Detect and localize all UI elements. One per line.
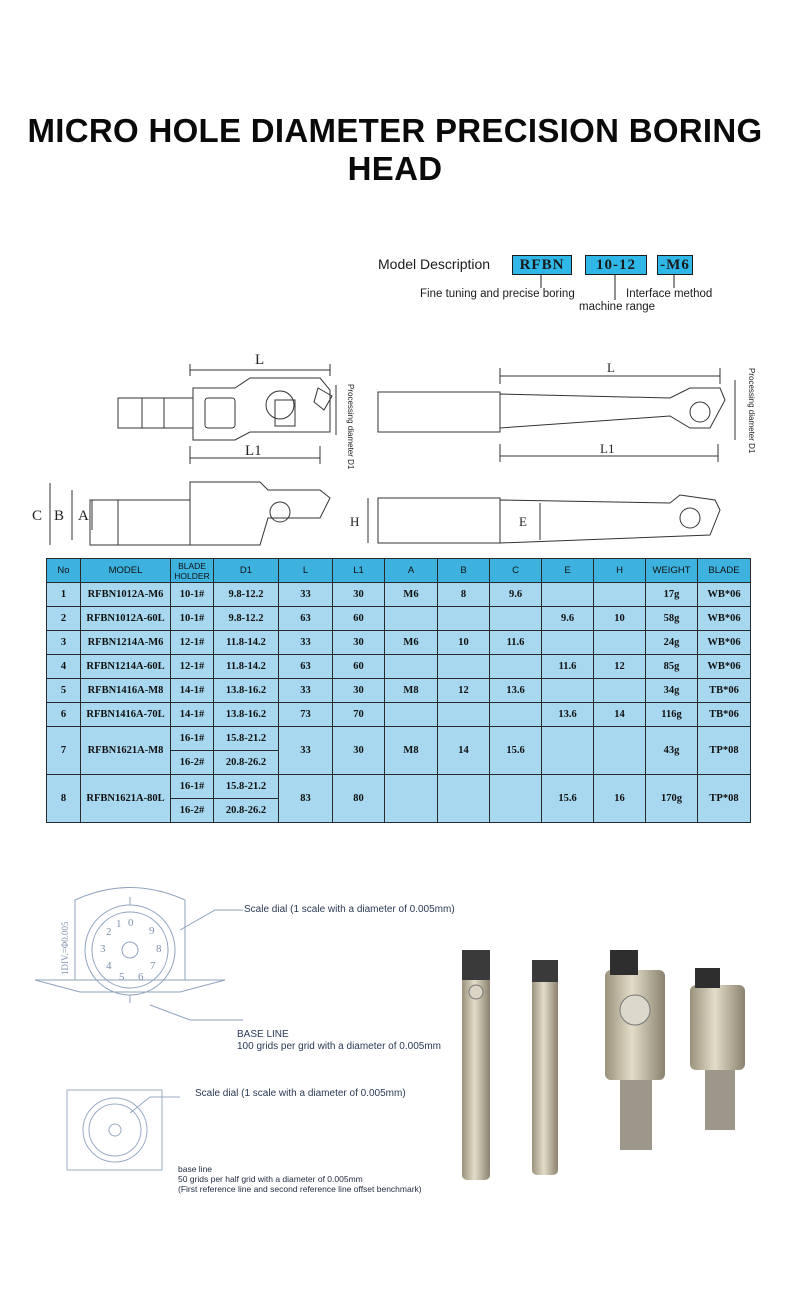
right-drawing-D1: Processing diameter D1 xyxy=(747,368,756,454)
cell-no: 2 xyxy=(47,607,81,631)
cell-l1: 60 xyxy=(333,655,385,679)
cell-holder: 12-1# xyxy=(171,631,214,655)
cell-d1: 15.8-21.2 xyxy=(214,775,279,799)
scale-dial-diagram-small xyxy=(55,1085,180,1185)
cell-no: 8 xyxy=(47,775,81,823)
dial-number: 4 xyxy=(106,960,112,972)
model-description-label: Model Description xyxy=(378,256,491,272)
cell-e xyxy=(542,727,594,775)
header-c: C xyxy=(490,559,542,583)
cell-weight: 17g xyxy=(646,583,698,607)
table-row xyxy=(47,607,751,631)
cell-weight: 34g xyxy=(646,679,698,703)
cell-b: 14 xyxy=(438,727,490,775)
cell-weight: 116g xyxy=(646,703,698,727)
cell-h xyxy=(594,679,646,703)
header-e: E xyxy=(542,559,594,583)
cell-c: 13.6 xyxy=(490,679,542,703)
left-drawing-L: L xyxy=(255,352,265,368)
cell-l: 83 xyxy=(279,775,333,823)
cell-h xyxy=(594,727,646,775)
cell-blade: WB*06 xyxy=(698,607,751,631)
cell-d1: 20.8-26.2 xyxy=(214,799,279,823)
cell-holder: 16-2# xyxy=(171,751,214,775)
cell-holder: 16-1# xyxy=(171,727,214,751)
header-weight: WEIGHT xyxy=(646,559,698,583)
dial-number: 3 xyxy=(100,943,106,955)
dial-number: 7 xyxy=(150,960,156,972)
dial-number: 9 xyxy=(149,925,155,937)
cell-d1: 20.8-26.2 xyxy=(214,751,279,775)
right-drawing-L: L xyxy=(607,360,615,375)
cell-h: 16 xyxy=(594,775,646,823)
table-row xyxy=(47,775,751,799)
left-drawing-D1: Processing diameter D1 xyxy=(346,384,355,470)
cell-weight: 85g xyxy=(646,655,698,679)
header-b: B xyxy=(438,559,490,583)
cell-no: 6 xyxy=(47,703,81,727)
table-header-row xyxy=(47,559,751,583)
header-no: No xyxy=(47,559,81,583)
cell-a xyxy=(385,703,438,727)
product-photo xyxy=(450,940,750,1200)
model-code-range: 10-12 xyxy=(585,255,647,275)
cell-d1: 11.8-14.2 xyxy=(214,655,279,679)
cell-holder: 14-1# xyxy=(171,679,214,703)
cell-model: RFBN1416A-M8 xyxy=(81,679,171,703)
cell-d1: 13.8-16.2 xyxy=(214,679,279,703)
cell-b xyxy=(438,703,490,727)
cell-l1: 30 xyxy=(333,727,385,775)
cell-b xyxy=(438,607,490,631)
cell-a: M8 xyxy=(385,679,438,703)
cell-l: 33 xyxy=(279,583,333,607)
note-machine-range: machine range xyxy=(579,301,656,313)
table-row xyxy=(47,727,751,751)
cell-holder: 10-1# xyxy=(171,583,214,607)
cell-l: 33 xyxy=(279,727,333,775)
cell-blade: TB*06 xyxy=(698,703,751,727)
cell-a xyxy=(385,607,438,631)
dial-number: 8 xyxy=(156,943,162,955)
cell-e: 9.6 xyxy=(542,607,594,631)
table-row xyxy=(47,631,751,655)
dial-mark: 1DIV.=Φ0.005 xyxy=(60,921,70,975)
cell-e: 15.6 xyxy=(542,775,594,823)
scale-dial-diagram xyxy=(30,880,250,1025)
cell-h xyxy=(594,631,646,655)
cell-b: 12 xyxy=(438,679,490,703)
left-drawing-A: A xyxy=(78,508,89,524)
left-drawing-C: C xyxy=(32,508,43,524)
cell-holder: 16-1# xyxy=(171,775,214,799)
cell-l: 63 xyxy=(279,607,333,631)
cell-d1: 9.8-12.2 xyxy=(214,583,279,607)
cell-b: 10 xyxy=(438,631,490,655)
cell-no: 7 xyxy=(47,727,81,775)
dial-number: 1 xyxy=(116,918,122,930)
cell-no: 5 xyxy=(47,679,81,703)
cell-l: 33 xyxy=(279,631,333,655)
header-a: A xyxy=(385,559,438,583)
cell-model: RFBN1012A-60L xyxy=(81,607,171,631)
header-d1: D1 xyxy=(214,559,279,583)
left-drawing-B: B xyxy=(54,508,65,524)
header-blade-holder: BLADE HOLDER xyxy=(171,559,214,583)
header-l1: L1 xyxy=(333,559,385,583)
table-row xyxy=(47,583,751,607)
cell-a xyxy=(385,655,438,679)
cell-d1: 15.8-21.2 xyxy=(214,727,279,751)
cell-d1: 9.8-12.2 xyxy=(214,607,279,631)
cell-holder: 12-1# xyxy=(171,655,214,679)
cell-blade: TP*08 xyxy=(698,727,751,775)
note-scale-dial-2: Scale dial (1 scale with a diameter of 0.005mm) xyxy=(195,1088,406,1099)
cell-a xyxy=(385,775,438,823)
table-row xyxy=(47,703,751,727)
header-l: L xyxy=(279,559,333,583)
cell-l: 33 xyxy=(279,679,333,703)
note-interface: Interface method xyxy=(626,288,713,300)
cell-model: RFBN1012A-M6 xyxy=(81,583,171,607)
page-title: MICRO HOLE DIAMETER PRECISION BORING HEAD xyxy=(27,112,763,187)
right-drawing-E: E xyxy=(519,514,527,529)
cell-holder: 14-1# xyxy=(171,703,214,727)
cell-l: 63 xyxy=(279,655,333,679)
cell-l1: 60 xyxy=(333,607,385,631)
cell-a: M8 xyxy=(385,727,438,775)
cell-model: RFBN1214A-60L xyxy=(81,655,171,679)
dial-number: 5 xyxy=(119,971,125,983)
table-row xyxy=(47,679,751,703)
cell-b xyxy=(438,775,490,823)
cell-b xyxy=(438,655,490,679)
note-base-line-2-title: base line xyxy=(178,1164,213,1174)
cell-e xyxy=(542,631,594,655)
cell-c xyxy=(490,607,542,631)
note-base-line-2-note: (First reference line and second reference line offset benchmark) xyxy=(178,1184,422,1194)
cell-c xyxy=(490,775,542,823)
left-drawing-L1: L1 xyxy=(245,443,262,459)
technical-drawings xyxy=(0,340,790,555)
cell-no: 1 xyxy=(47,583,81,607)
dial-number: 2 xyxy=(106,926,112,938)
right-drawing-L1: L1 xyxy=(600,441,615,456)
cell-a: M6 xyxy=(385,583,438,607)
model-description-leaders xyxy=(0,0,790,330)
cell-model: RFBN1621A-M8 xyxy=(81,727,171,775)
cell-blade: WB*06 xyxy=(698,583,751,607)
cell-l1: 80 xyxy=(333,775,385,823)
cell-e: 13.6 xyxy=(542,703,594,727)
cell-d1: 11.8-14.2 xyxy=(214,631,279,655)
cell-h: 14 xyxy=(594,703,646,727)
cell-d1: 13.8-16.2 xyxy=(214,703,279,727)
cell-h xyxy=(594,583,646,607)
right-drawing-H: H xyxy=(350,514,360,529)
note-fine-tuning: Fine tuning and precise boring xyxy=(420,288,575,300)
cell-e xyxy=(542,583,594,607)
cell-blade: WB*06 xyxy=(698,655,751,679)
cell-l: 73 xyxy=(279,703,333,727)
note-base-line-desc: 100 grids per grid with a diameter of 0.005mm xyxy=(237,1041,441,1052)
cell-weight: 43g xyxy=(646,727,698,775)
cell-model: RFBN1214A-M6 xyxy=(81,631,171,655)
header-h: H xyxy=(594,559,646,583)
cell-model: RFBN1416A-70L xyxy=(81,703,171,727)
table-row xyxy=(47,655,751,679)
dial-number: 6 xyxy=(138,971,144,983)
spec-table xyxy=(46,558,751,823)
cell-holder: 10-1# xyxy=(171,607,214,631)
cell-weight: 58g xyxy=(646,607,698,631)
cell-e xyxy=(542,679,594,703)
cell-e: 11.6 xyxy=(542,655,594,679)
cell-blade: TB*06 xyxy=(698,679,751,703)
cell-c: 15.6 xyxy=(490,727,542,775)
cell-c xyxy=(490,703,542,727)
note-base-line-title: BASE LINE xyxy=(237,1029,289,1040)
model-code-series: RFBN xyxy=(512,255,572,275)
cell-h: 12 xyxy=(594,655,646,679)
cell-l1: 30 xyxy=(333,631,385,655)
cell-weight: 24g xyxy=(646,631,698,655)
header-model: MODEL xyxy=(81,559,171,583)
cell-blade: WB*06 xyxy=(698,631,751,655)
cell-b: 8 xyxy=(438,583,490,607)
cell-l1: 30 xyxy=(333,679,385,703)
dial-number: 0 xyxy=(128,917,134,929)
cell-c: 9.6 xyxy=(490,583,542,607)
model-code-interface: -M6 xyxy=(657,255,693,275)
cell-a: M6 xyxy=(385,631,438,655)
cell-no: 4 xyxy=(47,655,81,679)
note-base-line-2-desc: 50 grids per half grid with a diameter of 0.005mm xyxy=(178,1174,363,1184)
cell-c xyxy=(490,655,542,679)
cell-blade: TP*08 xyxy=(698,775,751,823)
header-blade: BLADE xyxy=(698,559,751,583)
cell-holder: 16-2# xyxy=(171,799,214,823)
cell-c: 11.6 xyxy=(490,631,542,655)
cell-no: 3 xyxy=(47,631,81,655)
cell-h: 10 xyxy=(594,607,646,631)
note-scale-dial-1: Scale dial (1 scale with a diameter of 0.005mm) xyxy=(244,904,455,915)
cell-weight: 170g xyxy=(646,775,698,823)
cell-l1: 70 xyxy=(333,703,385,727)
cell-l1: 30 xyxy=(333,583,385,607)
cell-model: RFBN1621A-80L xyxy=(81,775,171,823)
